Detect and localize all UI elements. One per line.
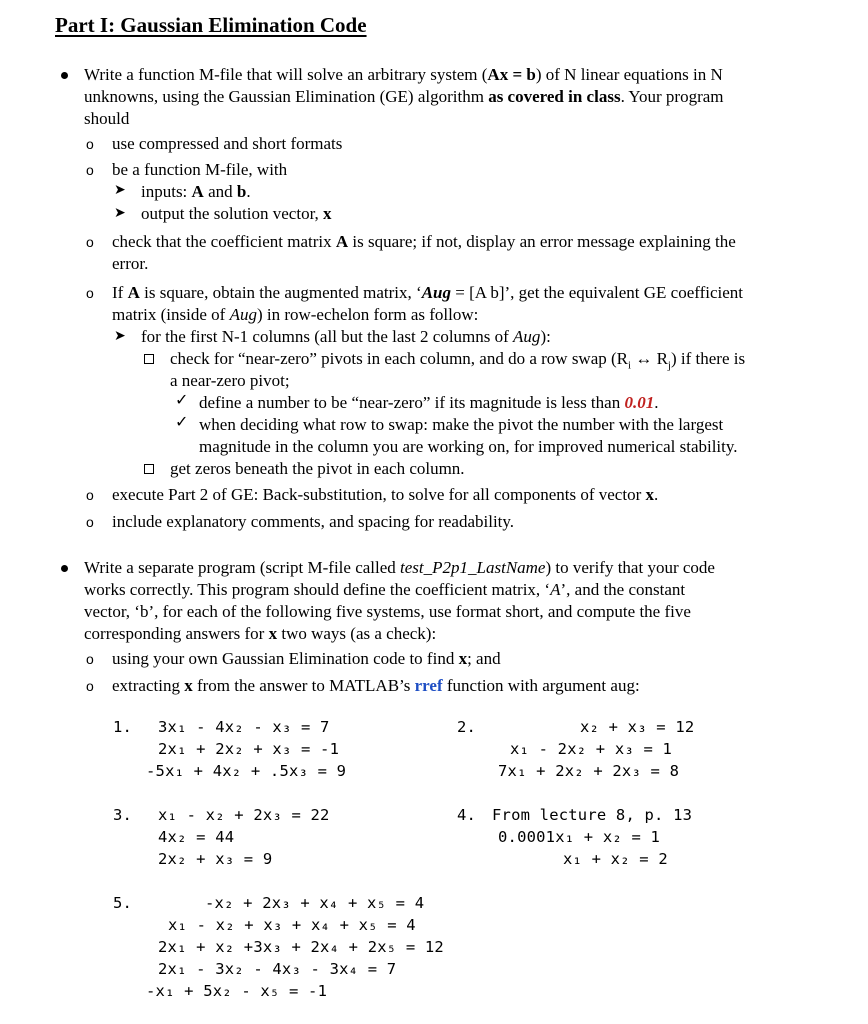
s1-item2-sub1: inputs: A and b. (141, 182, 251, 201)
system-3-eq1: x₁ - x₂ + 2x₃ = 22 (158, 806, 330, 824)
page-title: Part I: Gaussian Elimination Code (55, 13, 367, 37)
circle-bullet-icon: o (86, 678, 94, 694)
system-5-eq3: 2x₁ + x₂ +3x₃ + 2x₄ + 2x₅ = 12 (158, 938, 444, 956)
system-2-label: 2. (457, 718, 477, 736)
system-1-eq3: -5x₁ + 4x₂ + .5x₃ = 9 (146, 762, 347, 780)
system-5-eq4: 2x₁ - 3x₂ - 4x₃ - 3x₄ = 7 (158, 960, 397, 978)
s1-box1: check for “near-zero” pivots in each column, and do a row swap ($R_i$ ↔ $R_j$) if there is a near-zero pivot; (170, 349, 746, 390)
system-2-eq2: x₁ - 2x₂ + x₃ = 1 (510, 740, 673, 758)
circle-bullet-icon: o (86, 285, 94, 301)
system-5-label: 5. (113, 894, 133, 912)
s1-item4: If A is square, obtain the augmented matrix, ‘Aug = [A b]’, get the equivalent GE coefficient matrix (inside of Aug) in row-echelon form as follow: (112, 283, 744, 324)
circle-bullet-icon: o (86, 234, 94, 250)
s1-item5: execute Part 2 of GE: Back-substitution, to solve for all components of vector x. (112, 485, 659, 504)
circle-bullet-icon: o (86, 651, 94, 667)
system-3-eq3: 2x₂ + x₃ = 9 (158, 850, 273, 868)
system-2-eq3: 7x₁ + 2x₂ + 2x₃ = 8 (498, 762, 680, 780)
system-5-eq2: x₁ - x₂ + x₃ + x₄ + x₅ = 4 (168, 916, 416, 934)
system-2-eq1: x₂ + x₃ = 12 (580, 718, 695, 736)
circle-bullet-icon: o (86, 136, 94, 152)
s1-item6: include explanatory comments, and spacing for readability. (112, 512, 515, 531)
s2-item2: extracting x from the answer to MATLAB’s rref function with argument aug: (112, 676, 640, 695)
system-4-eq2: x₁ + x₂ = 2 (563, 850, 668, 868)
s1-box2: get zeros beneath the pivot in each column. (170, 459, 465, 478)
circle-bullet-icon: o (86, 162, 94, 178)
circle-bullet-icon: o (86, 487, 94, 503)
checkbox-square-icon (144, 464, 154, 474)
circle-bullet-icon: o (86, 514, 94, 530)
system-1-eq2: 2x₁ + 2x₂ + x₃ = -1 (158, 740, 340, 758)
s1-item4-sub1: for the first N-1 columns (all but the last 2 columns of Aug): (141, 327, 551, 346)
s1-item3: check that the coefficient matrix A is square; if not, display an error message explaining the error. (112, 232, 736, 273)
checkbox-square-icon (144, 354, 154, 364)
system-4-eq1: 0.0001x₁ + x₂ = 1 (498, 828, 661, 846)
system-1-eq1: 3x₁ - 4x₂ - x₃ = 7 (158, 718, 330, 736)
s1-item2-sub2: output the solution vector, x (141, 204, 332, 223)
system-4-label: 4. (457, 806, 477, 824)
system-5-eq1: -x₂ + 2x₃ + x₄ + x₅ = 4 (205, 894, 425, 912)
checkmark-icon: ✓ (175, 414, 189, 431)
section2-intro: Write a separate program (script M-file called test_P2p1_LastName) to verify that your code works correctly. This program should define the coefficient matrix, ‘A’, and the constant vector, ‘b’, for each of the following five systems, use format short, and compute the five corresponding answers for x two ways (as a check): (84, 558, 715, 643)
arrowhead-icon: ➤ (114, 183, 126, 198)
s1-item1: use compressed and short formats (112, 134, 343, 153)
arrowhead-icon: ➤ (114, 206, 126, 221)
bullet-icon (61, 565, 68, 572)
s1-check1: define a number to be “near-zero” if its magnitude is less than 0.01. (199, 393, 659, 412)
section1-intro: Write a function M-file that will solve an arbitrary system (Ax = b) of N linear equations in N unknowns, using the Gaussian Elimination (GE) algorithm as covered in class. Your program should (84, 65, 724, 128)
system-3-eq2: 4x₂ = 44 (158, 828, 235, 846)
checkmark-icon: ✓ (175, 392, 189, 409)
arrowhead-icon: ➤ (114, 329, 126, 344)
s2-item1: using your own Gaussian Elimination code to find x; and (112, 649, 501, 668)
system-4-source: From lecture 8, p. 13 (492, 806, 693, 824)
bullet-icon (61, 72, 68, 79)
system-3-label: 3. (113, 806, 133, 824)
system-1-label: 1. (113, 718, 133, 736)
s1-check2: when deciding what row to swap: make the pivot the number with the largest magnitude in the column you are working on, for improved numerical stability. (199, 415, 738, 456)
system-5-eq5: -x₁ + 5x₂ - x₅ = -1 (146, 982, 328, 1000)
s1-item2: be a function M-file, with (112, 160, 288, 179)
